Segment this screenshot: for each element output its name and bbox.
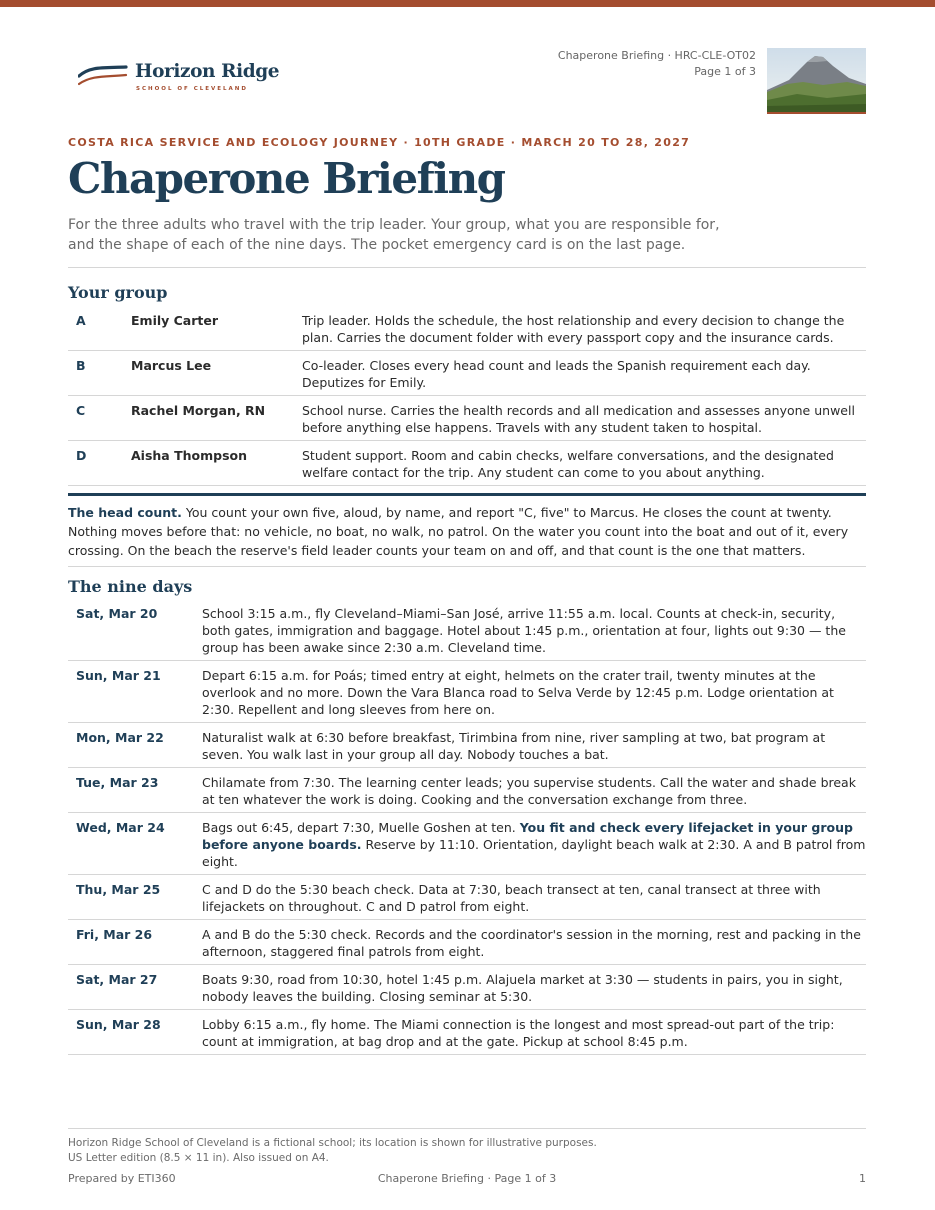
- day-label: Mon, Mar 22: [76, 730, 164, 745]
- day-row: [68, 920, 866, 965]
- day-row: [68, 965, 866, 1010]
- days-table: [68, 599, 866, 1055]
- day-row: [68, 768, 866, 813]
- top-accent-bar: [0, 0, 935, 7]
- intro-paragraph: For the three adults who travel with the trip leader. Your group, what you are responsible for, and the shape of each of the nine days. The pocket emergency card is on the last page.: [68, 217, 720, 253]
- day-row: [68, 813, 866, 875]
- day-plan: Bags out 6:45, depart 7:30, Muelle Goshen at ten. You fit and check every lifejacket in your group before anyone boards. Reserve by 11:10. Orientation, daylight beach walk at 2:30. A and B patrol from eight.: [202, 820, 866, 869]
- footer-page-number: 1: [859, 1172, 866, 1185]
- divider: [68, 566, 866, 567]
- day-label: Sat, Mar 27: [76, 972, 158, 987]
- day-row: [68, 1010, 866, 1055]
- day-plan: Lobby 6:15 a.m., fly home. The Miami connection is the longest and most spread-out part of the trip: count at immigration, at bag drop and at the gate. Pickup at school 8:45 p.m.: [202, 1017, 835, 1049]
- footer-prepared: Prepared by ETI360: [68, 1172, 176, 1185]
- group-row: [68, 441, 866, 486]
- document-meta: [558, 48, 756, 80]
- doc-id: Chaperone Briefing · HRC-CLE-OT02: [557, 49, 756, 62]
- chaperone-name: Aisha Thompson: [131, 448, 247, 463]
- chaperone-role: Trip leader. Holds the schedule, the host relationship and every decision to change the plan. Carries the document folder with every passport copy and the insurance cards.: [302, 313, 845, 345]
- day-label: Fri, Mar 26: [76, 927, 153, 942]
- school-name: Horizon Ridge: [135, 61, 280, 82]
- footer-disclaimer: Horizon Ridge School of Cleveland is a fictional school; its location is shown for illustrative purposes.: [68, 1137, 597, 1149]
- group-row: [68, 351, 866, 396]
- group-letter: A: [76, 313, 86, 328]
- footer-center: Chaperone Briefing · Page 1 of 3: [377, 1172, 557, 1185]
- chaperone-role: Student support. Room and cabin checks, welfare conversations, and the designated welfare contact for the trip. Any student can come to you about anything.: [302, 448, 834, 480]
- chaperone-role: School nurse. Carries the health records and all medication and assesses anyone unwell before anything else happens. Travels with any student taken to hospital.: [302, 403, 855, 435]
- head-count-note: [68, 503, 866, 560]
- day-row: [68, 661, 866, 723]
- day-plan: School 3:15 a.m., fly Cleveland–Miami–San José, arrive 11:55 a.m. local. Counts at check-in, security, both gates, immigration and baggage. Hotel about 1:45 p.m., orientation at four, lights out 9:30 — the group has been awake since 2:30 a.m. Cleveland time.: [202, 606, 846, 655]
- footer-edition: US Letter edition (8.5 × 11 in). Also issued on A4.: [68, 1152, 329, 1164]
- days-heading: The nine days: [68, 577, 193, 596]
- day-plan: Chilamate from 7:30. The learning center leads; you supervise students. Call the water and shade break at ten whatever the work is doing. Cooking and the conversation exchange from three.: [202, 775, 856, 807]
- group-letter: B: [76, 358, 86, 373]
- group-heading: Your group: [68, 283, 168, 302]
- day-row: [68, 723, 866, 768]
- divider: [68, 267, 866, 268]
- day-row: [68, 599, 866, 661]
- day-plan: A and B do the 5:30 check. Records and the coordinator's session in the morning, rest and packing in the afternoon, staggered final patrols from eight.: [202, 927, 861, 959]
- group-table: [68, 306, 866, 486]
- wave-logo-icon: [78, 64, 128, 90]
- school-subtitle: SCHOOL OF CLEVELAND: [136, 86, 248, 92]
- head-count-lead: The head count.: [68, 505, 182, 520]
- group-letter: D: [76, 448, 87, 463]
- footer-note: [68, 1136, 597, 1166]
- footer-rule: [68, 1128, 866, 1129]
- page-label: Page 1 of 3: [694, 65, 756, 78]
- page-title: Chaperone Briefing: [68, 154, 505, 203]
- group-letter: C: [76, 403, 86, 418]
- school-logo: [78, 60, 278, 100]
- day-plan: Boats 9:30, road from 10:30, hotel 1:45 p.m. Alajuela market at 3:30 — students in pairs, you in sight, nobody leaves the building. Closing seminar at 5:30.: [202, 972, 843, 1004]
- day-label: Sun, Mar 28: [76, 1017, 161, 1032]
- day-label: Tue, Mar 23: [76, 775, 159, 790]
- group-row: [68, 306, 866, 351]
- day-plan: Naturalist walk at 6:30 before breakfast, Tirimbina from nine, river sampling at two, bat program at seven. You walk last in your group all day. Nobody touches a bat.: [202, 730, 826, 762]
- section-rule: [68, 493, 866, 496]
- chaperone-name: Marcus Lee: [131, 358, 212, 373]
- chaperone-role: Co-leader. Closes every head count and leads the Spanish requirement each day. Deputizes for Emily.: [302, 358, 811, 390]
- day-label: Thu, Mar 25: [76, 882, 161, 897]
- group-row: [68, 396, 866, 441]
- day-label: Sat, Mar 20: [76, 606, 158, 621]
- day-label: Sun, Mar 21: [76, 668, 161, 683]
- volcano-photo: [767, 48, 866, 114]
- day-plan: Depart 6:15 a.m. for Poás; timed entry at eight, helmets on the crater trail, twenty minutes at the overlook and no more. Down the Vara Blanca road to Selva Verde by 12:45 p.m. Lodge orientation at 2:30. Repellent and long sleeves from here on.: [202, 668, 834, 717]
- chaperone-name: Emily Carter: [131, 313, 219, 328]
- day-plan: C and D do the 5:30 beach check. Data at 7:30, beach transect at ten, canal transect at three with lifejackets on throughout. C and D patrol from eight.: [202, 882, 821, 914]
- head-count-text: You count your own five, aloud, by name, and report "C, five" to Marcus. He closes the count at twenty. Nothing moves before that: no vehicle, no boat, no walk, no patrol. On the water you count into the boat and out of it, every crossing. On the beach the reserve's field leader counts your team on and off, and that count is the one that matters.: [68, 505, 849, 558]
- chaperone-name: Rachel Morgan, RN: [131, 403, 266, 418]
- trip-eyebrow: COSTA RICA SERVICE AND ECOLOGY JOURNEY · 10TH GRADE · MARCH 20 TO 28, 2027: [68, 136, 691, 149]
- day-label: Wed, Mar 24: [76, 820, 165, 835]
- day-row: [68, 875, 866, 920]
